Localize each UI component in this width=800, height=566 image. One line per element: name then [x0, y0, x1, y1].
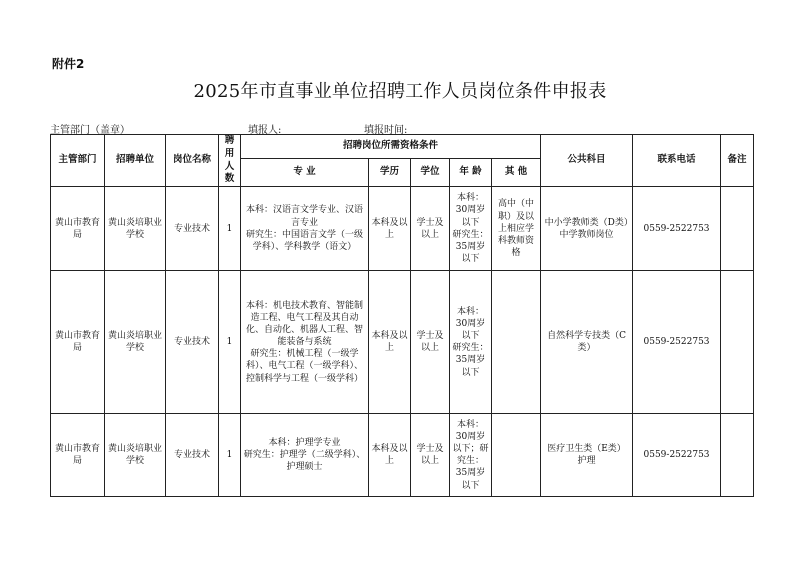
cell-other: 高中（中职）及以上相应学科教师资格: [492, 187, 541, 271]
header-dept: 主管部门: [51, 135, 105, 187]
cell-other: [492, 271, 541, 414]
cell-degree: 学士及以上: [411, 271, 450, 414]
cell-education: 本科及以上: [369, 187, 411, 271]
attachment-label: 附件2: [52, 57, 85, 71]
cell-age: 本科：30周岁以下 研究生：35周岁以下: [450, 187, 492, 271]
cell-subject: 医疗卫生类（E类）护理: [541, 414, 633, 497]
cell-dept: 黄山市教育局: [51, 187, 105, 271]
cell-remark: [721, 271, 754, 414]
cell-dept: 黄山市教育局: [51, 414, 105, 497]
cell-subject: 中小学教师类（D类）中学教师岗位: [541, 187, 633, 271]
cell-degree: 学士及以上: [411, 187, 450, 271]
cell-position: 专业技术: [166, 271, 219, 414]
position-conditions-table: [50, 134, 754, 497]
cell-education: 本科及以上: [369, 414, 411, 497]
cell-age: 本科：30周岁以下 研究生：35周岁以下: [450, 271, 492, 414]
table-row: [51, 271, 754, 414]
header-other: 其 他: [492, 158, 541, 187]
cell-other: [492, 414, 541, 497]
cell-unit: 黄山炎培职业学校: [105, 187, 166, 271]
header-subject: 公共科目: [541, 135, 633, 187]
cell-major: 本科：汉语言文学专业、汉语言专业 研究生：中国语言文学（一级学科）、学科教学（语文）: [241, 187, 369, 271]
cell-count: 1: [219, 414, 241, 497]
header-degree: 学位: [411, 158, 450, 187]
table-row: [51, 414, 754, 497]
cell-degree: 学士及以上: [411, 414, 450, 497]
filler-label: 填报人:: [248, 125, 282, 136]
cell-major: 本科：护理学专业 研究生：护理学（二级学科）、护理硕士: [241, 414, 369, 497]
cell-dept: 黄山市教育局: [51, 271, 105, 414]
cell-phone: 0559-2522753: [633, 187, 721, 271]
header-position: 岗位名称: [166, 135, 219, 187]
cell-position: 专业技术: [166, 414, 219, 497]
cell-count: 1: [219, 271, 241, 414]
page-title: 2025年市直事业单位招聘工作人员岗位条件申报表: [193, 81, 607, 102]
cell-unit: 黄山炎培职业学校: [105, 271, 166, 414]
cell-phone: 0559-2522753: [633, 414, 721, 497]
cell-subject: 自然科学专技类（C类）: [541, 271, 633, 414]
table-row: [51, 187, 754, 271]
cell-age: 本科：30周岁以下；研究生：35周岁以下: [450, 414, 492, 497]
header-count: 聘用人数: [219, 135, 241, 187]
header-remark: 备注: [721, 135, 754, 187]
cell-count: 1: [219, 187, 241, 271]
cell-remark: [721, 187, 754, 271]
cell-major: 本科：机电技术教育、智能制造工程、电气工程及其自动化、自动化、机器人工程、智能装备与系统 研究生：机械工程（一级学科）、电气工程（一级学科）、控制科学与工程（一级学科）: [241, 271, 369, 414]
fill-time-label: 填报时间:: [364, 125, 408, 136]
header-conditions: 招聘岗位所需资格条件: [241, 135, 541, 159]
header-unit: 招聘单位: [105, 135, 166, 187]
header-education: 学历: [369, 158, 411, 187]
cell-unit: 黄山炎培职业学校: [105, 414, 166, 497]
header-age: 年 龄: [450, 158, 492, 187]
cell-phone: 0559-2522753: [633, 271, 721, 414]
header-phone: 联系电话: [633, 135, 721, 187]
cell-position: 专业技术: [166, 187, 219, 271]
cell-remark: [721, 414, 754, 497]
dept-stamp-label: 主管部门（盖章）: [50, 125, 130, 136]
header-major: 专 业: [241, 158, 369, 187]
cell-education: 本科及以上: [369, 271, 411, 414]
